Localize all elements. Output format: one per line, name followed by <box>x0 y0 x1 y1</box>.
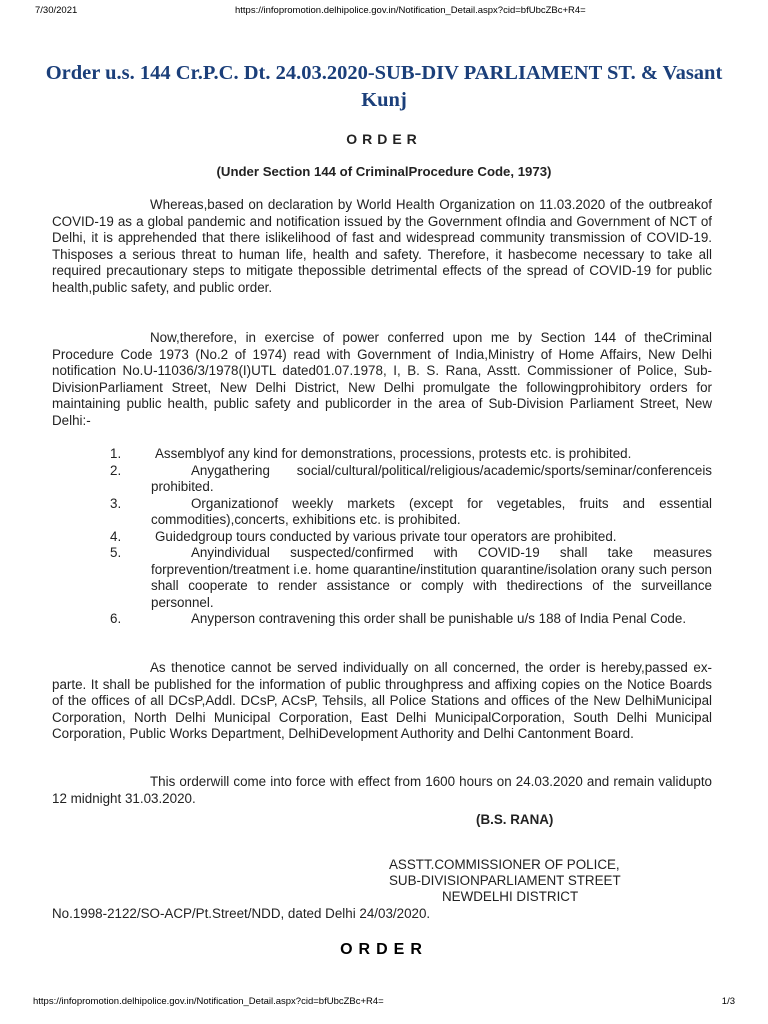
list-item <box>110 446 712 463</box>
signatory-district: NEWDELHI DISTRICT <box>442 889 579 904</box>
reference-number: No.1998-2122/SO-ACP/Pt.Street/NDD, dated Delhi 24/03/2020. <box>52 906 431 921</box>
signatory-name: (B.S. RANA) <box>476 812 554 827</box>
signatory-subdivision: SUB-DIVISIONPARLIAMENT STREET <box>389 873 621 888</box>
list-item <box>110 529 712 546</box>
list-item-text: Organizationof weekly markets (except for vegetables, fruits and essential commodities),concerts, exhibitions etc. is prohibited. <box>151 495 712 527</box>
paragraph-publication: As thenotice cannot be served individually on all concerned, the order is hereby,passed ex-parte. It shall be published for the information of public throughpress and affixing copies on the Notice Boards of the offices of all DCsP,Addl. DCsP, ACsP, Tehsils, all Police Stations and offices of the New DelhiMunicipal Corporation, North Delhi Municipal Corporation, East Delhi MunicipalCorporation, South Delhi Municipal Corporation, Public Works Department, DelhiDevelopment Authority and Delhi Cantonment Board. <box>52 660 712 741</box>
list-item-text: Guidedgroup tours conducted by various private tour operators are prohibited. <box>155 528 617 544</box>
list-item-number: 2. <box>110 462 122 478</box>
print-date: 7/30/2021 <box>35 5 78 16</box>
order-subheading: (Under Section 144 of CriminalProcedure Code, 1973) <box>216 164 552 179</box>
list-item-number: 6. <box>110 611 122 626</box>
paragraph-now-therefore: Now,therefore, in exercise of power conferred upon me by Section 144 of theCriminal Procedure Code 1973 (No.2 of 1974) read with Government of India,Ministry of Home Affairs, New Delhi notification No.U-11036/3/1978(I)UTL dated01.07.1978, I, B. S. Rana, Asstt. Commissioner of Police, Sub-DivisionParliament Street, New Delhi District, New Delhi promulgate the followingprohibitory orders for maintaining public health, public safety and publicorder in the area of Sub-Division Parliament Street, New Delhi:- <box>52 330 712 428</box>
prohibitory-orders-list <box>110 446 712 628</box>
list-item-text: Assemblyof any kind for demonstrations, processions, protests etc. is prohibited. <box>155 446 632 461</box>
list-item-text: Anygathering social/cultural/political/religious/academic/sports/seminar/conferenceis prohibited. <box>151 462 712 494</box>
list-item-text: Anyperson contravening this order shall be punishable u/s 188 of India Penal Code. <box>191 611 687 626</box>
order-heading: ORDER <box>346 131 422 147</box>
paragraph-whereas: Whereas,based on declaration by World Health Organization on 11.03.2020 of the outbreakof COVID-19 as a global pandemic and notification issued by the Government ofIndia and Government of NCT of Delhi, it is apprehended that there islikelihood of fast and widespread community transmission of COVID-19. Thisposes a serious threat to human life, health and safety. Therefore, it hasbecome necessary to take all required precautionary steps to mitigate thepossible detrimental effects of the spread of COVID-19 for public health,public safety, and public order. <box>52 197 712 295</box>
list-item <box>110 463 712 496</box>
paragraph-effective-date: This orderwill come into force with effect from 1600 hours on 24.03.2020 and remain validupto 12 midnight 31.03.2020. <box>52 774 712 806</box>
list-item <box>110 545 712 611</box>
list-item <box>110 611 712 628</box>
page-title: Order u.s. 144 Cr.P.C. Dt. 24.03.2020-SUB-DIV PARLIAMENT ST. & Vasant Kunj <box>45 62 723 111</box>
list-item-number: 3. <box>110 495 122 511</box>
signatory-designation: ASSTT.COMMISSIONER OF POLICE, <box>389 857 620 872</box>
print-header-url: https://infopromotion.delhipolice.gov.in/Notification_Detail.aspx?cid=bfUbcZBc+R4= <box>235 5 586 16</box>
next-order-heading: ORDER <box>340 941 428 958</box>
list-item-number: 4. <box>110 528 122 544</box>
list-item-text: Anyindividual suspected/confirmed with COVID-19 shall take measures forprevention/treatment i.e. home quarantine/institution quarantine/isolation orany such person shall cooperate to render assistance or comply with thedirections of the surveillance personnel. <box>151 545 712 610</box>
list-item-number: 5. <box>110 545 122 560</box>
page-number: 1/3 <box>721 996 735 1007</box>
list-item-number: 1. <box>110 446 122 461</box>
print-footer-url: https://infopromotion.delhipolice.gov.in/Notification_Detail.aspx?cid=bfUbcZBc+R4= <box>33 996 384 1007</box>
list-item <box>110 496 712 529</box>
